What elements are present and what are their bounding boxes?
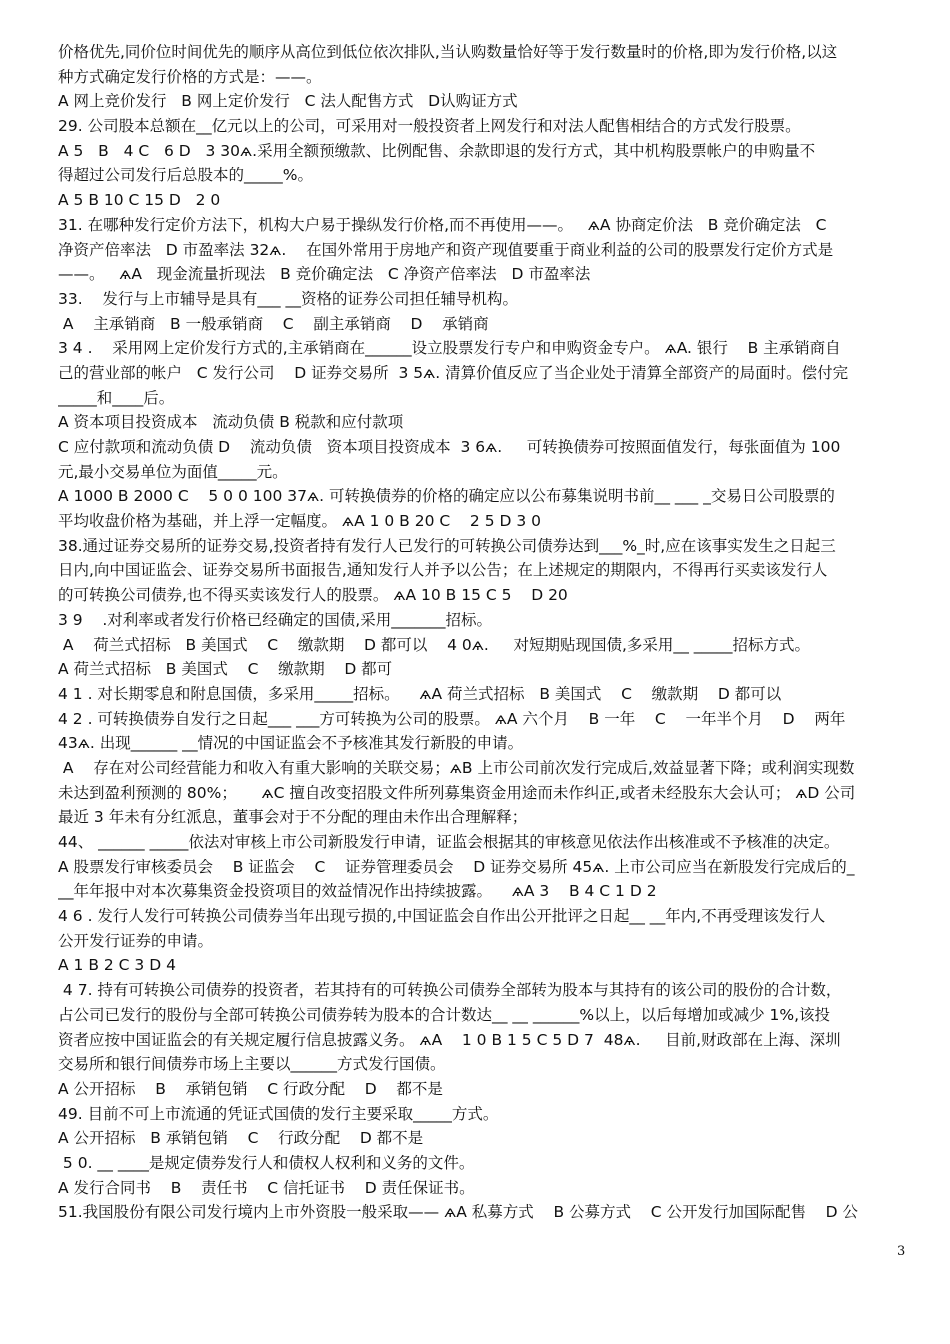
text-line: A 公开招标 B 承销包销 C 行政分配 D 都不是 (58, 1129, 424, 1148)
page-number: 3 (897, 1244, 906, 1259)
text-line: 的可转换公司债券,也不得买卖该发行人的股票。 ѧA 10 B 15 C 5 D 20 (58, 586, 568, 605)
text-line: 4 2 . 可转换债券自发行之日起___ ___方可转换为公司的股票。 ѧA 六个月 B 一年 C 一年半个月 D 两年 (58, 709, 846, 728)
text-line: 38.通过证券交易所的证券交易,投资者持有发行人已发行的可转换公司债券达到___%_时,应在该事实发生之日起三 (58, 536, 836, 555)
text-line: 净资产倍率法 D 市盈率法 32ѧ. 在国外常用于房地产和资产现值要重于商业利益的公司的股票发行定价方式是 (58, 240, 834, 259)
text-line: A 资本项目投资成本 流动负债 B 税款和应付款项 (58, 413, 404, 432)
text-line: A 5 B 4 C 6 D 3 30ѧ.采用全额预缴款、比例配售、余款即退的发行方式，其中机构股票帐户的申购量不 (58, 141, 816, 160)
text-line: A 网上竞价发行 B 网上定价发行 C 法人配售方式 D认购证方式 (58, 92, 518, 111)
text-line: 元,最小交易单位为面值_____元。 (58, 462, 288, 481)
text-line: 价格优先,同价位时间优先的顺序从高位到低位依次排队,当认购数量恰好等于发行数量时的价格,即为发行价格,以这 (58, 43, 838, 61)
text-line: A 荷兰式招标 B 美国式 C 缴款期 D 都可以 4 0ѧ. 对短期贴现国债,多采用__ _____招标方式。 (58, 635, 811, 654)
text-line: 3 4 . 采用网上定价发行方式的,主承销商在______设立股票发行专户和申购资金专户。 ѧA. 银行 B 主承销商自 (58, 339, 841, 358)
text-line: 交易所和银行间债券市场上主要以______方式发行国债。 (58, 1055, 446, 1074)
text-line: A 荷兰式招标 B 美国式 C 缴款期 D 都可 (58, 660, 393, 679)
text-line: __年年报中对本次募集资金投资项目的效益情况作出持续披露。 ѧA 3 B 4 C 1 D 2 (58, 882, 657, 901)
text-line: 4 7. 持有可转换公司债券的投资者，若其持有的可转换公司债券全部转为股本与其持有的该公司的股份的合计数， (58, 981, 842, 1000)
text-line: 己的营业部的帐户 C 发行公司 D 证券交易所 3 5ѧ. 清算价值反应了当企业处于清算全部资产的局面时。偿付完 (58, 363, 849, 382)
document-body (58, 40, 908, 1225)
text-line: ——。 ѧA 现金流量折现法 B 竞价确定法 C 净资产倍率法 D 市盈率法 (58, 265, 591, 284)
text-line: 得超过公司发行后总股本的_____%。 (58, 166, 313, 185)
text-line: A 主承销商 B 一般承销商 C 副主承销商 D 承销商 (58, 314, 489, 333)
text-line: 49. 目前不可上市流通的凭证式国债的发行主要采取_____方式。 (58, 1104, 499, 1123)
text-line: C 应付款项和流动负债 D 流动负债 资本项目投资成本 3 6ѧ. 可转换债券可按照面值发行，每张面值为 100 (58, 438, 841, 456)
text-line: _____和____后。 (58, 388, 175, 407)
text-line: A 1 B 2 C 3 D 4 (58, 956, 176, 975)
text-line: 29. 公司股本总额在__亿元以上的公司，可采用对一般投资者上网发行和对法人配售相结合的方式发行股票。 (58, 117, 801, 136)
text-line: 种方式确定发行价格的方式是：——。 (58, 67, 322, 86)
text-line: 43ѧ. 出现______ __情况的中国证监会不予核准其发行新股的申请。 (58, 734, 524, 753)
text-line: A 公开招标 B 承销包销 C 行政分配 D 都不是 (58, 1079, 443, 1098)
text-line: 占公司已发行的股份与全部可转换公司债券转为股本的合计数达__ __ ______%以上，以后每增加或减少 1%,该投 (58, 1005, 831, 1024)
text-line: A 5 B 10 C 15 D 2 0 (58, 191, 221, 210)
text-line: 4 6 . 发行人发行可转换公司债券当年出现亏损的,中国证监会自作出公开批评之日起__ __年内,不再受理该发行人 (58, 907, 826, 926)
text-line: 平均收盘价格为基础，并上浮一定幅度。 ѧA 1 0 B 20 C 2 5 D 3 0 (58, 512, 542, 531)
text-line: 44、 ______ _____依法对审核上市公司新股发行申请，证监会根据其的审核意见依法作出核准或不予核准的决定。 (58, 833, 840, 851)
text-line: A 发行合同书 B 责任书 C 信托证书 D 责任保证书。 (58, 1178, 475, 1197)
text-line: 3 9 .对利率或者发行价格已经确定的国债,采用_______招标。 (58, 610, 492, 629)
text-line: 33. 发行与上市辅导是具有___ __资格的证券公司担任辅导机构。 (58, 289, 519, 308)
text-line: 公开发行证券的申请。 (58, 931, 214, 950)
text-line: 4 1 . 对长期零息和附息国债，多采用_____招标。 ѧA 荷兰式招标 B 美国式 C 缴款期 D 都可以 (58, 684, 782, 703)
text-line: A 股票发行审核委员会 B 证监会 C 证券管理委员会 D 证券交易所 45ѧ. 上市公司应当在新股发行完成后的_ (58, 857, 855, 876)
text-line: 51.我国股份有限公司发行境内上市外资股一般采取—— ѧA 私募方式 B 公募方式 C 公开发行加国际配售 D 公 (58, 1203, 859, 1222)
text-line: A 存在对公司经营能力和收入有重大影响的关联交易；ѧB 上市公司前次发行完成后,效益显著下降；或利润实现数 (58, 758, 855, 777)
text-line: 日内,向中国证监会、证券交易所书面报告,通知发行人并予以公告；在上述规定的期限内，不得再行买卖该发行人 (58, 561, 828, 580)
text-line: A 1000 B 2000 C 5 0 0 100 37ѧ. 可转换债券的价格的确定应以公布募集说明书前__ ___ _交易日公司股票的 (58, 487, 835, 506)
text-line: 5 0. __ ____是规定债券发行人和债权人权利和义务的文件。 (58, 1153, 475, 1172)
text-line: 31. 在哪种发行定价方法下，机构大户易于操纵发行价格,而不再使用——。 ѧA 协商定价法 B 竞价确定法 C (58, 215, 827, 234)
text-line: 未达到盈利预测的 80%； ѧC 擅自改变招股文件所列募集资金用途而未作纠正,或者未经股东大会认可； ѧD 公司 (58, 783, 856, 802)
text-line: 资者应按中国证监会的有关规定履行信息披露义务。 ѧA 1 0 B 1 5 C 5 D 7 48ѧ. 目前,财政部在上海、深圳 (58, 1030, 841, 1049)
text-line: 最近 3 年未有分红派息，董事会对于不分配的理由未作出合理解释； (58, 808, 528, 827)
